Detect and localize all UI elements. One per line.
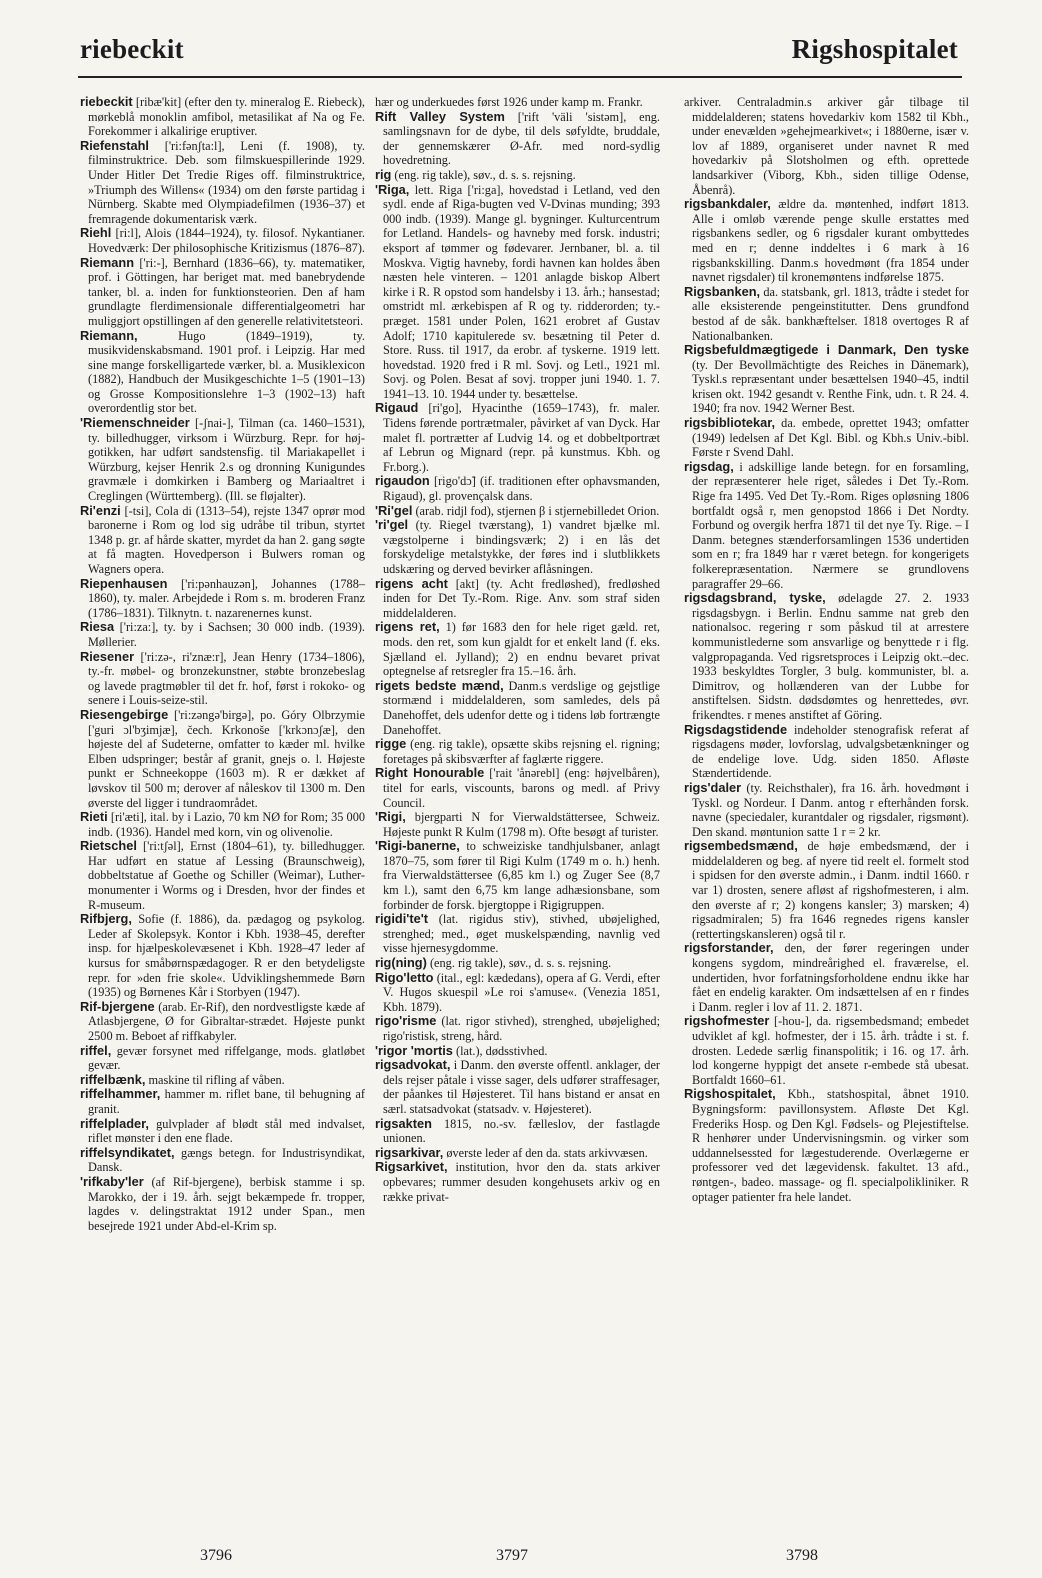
entry-text: [-hou-], da. rigsembedsmand; embedet udviklet af kgl. hofmester, der i 15. årh. trådte i st. f. drosten. Ledede særlig finanspolitik; i 16. og 17. årh. lod kongerne hyppigt det ansete r-embede stå ubesat. Bortfaldt 1660–61. — [692, 1014, 969, 1087]
dictionary-entry — [80, 912, 365, 1000]
dictionary-entry — [375, 1044, 660, 1059]
dictionary-entry — [684, 839, 969, 941]
dictionary-entry — [80, 1073, 365, 1088]
entry-text: den, der fører regeringen under kongens sygdom, mindreårighed el. fraværelse, el. undertiden, hvor forfatningsforholdene endnu ikke har fået en endelig karakter. Om indsættelsen af en r findes i Danm. regler i lov af 11. 2. 1871. — [692, 941, 969, 1014]
dictionary-entry — [80, 416, 365, 504]
entry-headword: rigidi'te't — [375, 911, 429, 927]
entry-headword: Riepenhausen — [80, 575, 168, 591]
entry-text: ['ri:pənhauzən], Johannes (1788–1860), ty. maler. Arbejdede i Rom s. m. broderen Franz (1786–1831). Tilknytn. t. nazarenernes kunst. — [88, 576, 365, 620]
entry-text: [akt] (ty. Acht fredløshed), fredløshed inden for Det Ty.-Rom. Rige. Anv. som straf siden middelalderen. — [383, 576, 661, 620]
column-1 — [80, 95, 365, 1233]
entry-headword: Riemann, — [80, 327, 138, 343]
entry-headword: Rietschel — [80, 838, 137, 854]
entry-headword: riffel, — [80, 1042, 112, 1058]
entry-headword: rigens ret, — [375, 619, 440, 635]
entry-headword: riebeckit — [80, 94, 133, 109]
entry-text: gængs betegn. for Industrisyndikat, Dansk. — [88, 1145, 365, 1175]
dictionary-entry — [375, 956, 660, 971]
dictionary-entry — [375, 401, 660, 474]
entry-text: de høje embedsmænd, der i middelalderen og beg. af nyere tid reelt el. formelt stod i spidsen for den øverste admin., i Danm. indtil 1660. r var 1) drosten, senere afløst af rigshofmesteren, i alm. den øverste af r; 2) kongens kansler; 3) marsken; 4) rigsadmiralen; 5) fra 1646 regnedes rigens kansler (rettertingskansleren) også til r. — [692, 839, 969, 941]
entry-text: ['ri:tʃəl], Ernst (1804–61), ty. billedhugger. Har udført en statue af Lessing (Braunschweig), dobbeltstatue af Goethe og Schiller (Weimar), Luther-monumenter i Worms og i Dresden, hvor der findes et R-museum. — [88, 839, 365, 912]
entry-headword: Riemann — [80, 254, 135, 270]
entry-text: [-ʃnai-], Tilman (ca. 1460–1531), ty. billedhugger, virksom i Würzburg. Repr. for høj-gotikken, har udført sandstensfig. til Mariakapellet i Würzburg, kejser Henrik 2.s og dronning Kunigundes gravmæle i domkirken i Bamberg og Mariaaltret i Creglingen (Württemberg). (Ill. se fløjalter). — [88, 416, 365, 504]
dictionary-entry — [80, 1087, 365, 1116]
entry-text: ['rift 'väli 'sistəm], eng. samlingsnavn for de dybe, til dels søfyldte, bruddale, der gennemskærer Ø-Afr. med nord-sydlig hovedretning. — [383, 109, 660, 168]
entry-headword: rigsdag, — [684, 458, 734, 474]
dictionary-entry — [375, 766, 660, 810]
entry-text: Hugo (1849–1919), ty. musikvidenskabsmand. 1901 prof. i Leipzig. Har med sine mange forskelligartede værker, bl. a. Musiklexicon (1882), Handbuch der Musikgeschichte 1–5 (1901–13) og Grosse Kompositionslehre 1–3 (1902–13) haft overordentlig stor bet. — [88, 328, 365, 416]
entry-text: ødelagde 27. 2. 1933 rigsdagsbygn. i Berlin. Endnu samme nat greb den nationalsoc. regering r som påskud til at arrestere kommunistlederne som ansvarlige og benyttede r i flg. valgpropaganda. Ved rigsretsproces i Leipzig okt.–dec. 1933 beskyldtes Torgler, 3 bulg. kommunister, bl. a. Dimitrov, og hollænderen van der Lubbe for anstiftelsen. Sidstn. dødsdømtes og henrettedes, øvr. frikendtes. r menes anstiftet af Göring. — [692, 591, 969, 722]
entry-headword: riffelhammer, — [80, 1086, 161, 1102]
dictionary-entry — [375, 679, 660, 737]
entry-text: (arab. ridjl fod), stjernen β i stjernebilledet Orion. — [412, 503, 660, 518]
entry-text: ['rait 'ånərebl] (eng: højvelbåren), titel for earls, viscounts, barons og medl. af Privy Council. — [383, 766, 660, 810]
entry-headword: riffelbænk, — [80, 1071, 146, 1087]
entry-headword: rigets bedste mænd, — [375, 677, 504, 693]
dictionary-entry — [375, 183, 660, 402]
entry-headword: Riefenstahl — [80, 137, 149, 153]
entry-headword: 'Rigi-banerne, — [375, 838, 460, 854]
entry-text: (lat.), dødsstivhed. — [452, 1043, 548, 1058]
entry-text: [ri:l], Alois (1844–1924), ty. filosof. Nykantianer. Hovedværk: Der philosophische Kritizismus (1876–87). — [88, 226, 365, 255]
entry-text: Danm.s verdslige og gejstlige stormænd i middelalderen, som samledes, dels på Danehoffet, dels udenfor dette og i tidens løb fortrængte Danehoffet. — [383, 678, 660, 737]
entry-text: ['ri:za:], ty. by i Sachsen; 30 000 indb. (1939). Møllerier. — [88, 620, 365, 649]
entry-headword: 'rifkaby'ler — [80, 1173, 144, 1189]
entry-text: (ty. Riegel tværstang), 1) vandret bjælke ml. vægstolperne i bindingsværk; 2) i en lås det forskydelige metalstykke, der føres ind i slutblikkets udskæring og derved bevirker aflåsningen. — [383, 518, 660, 576]
entry-text: (ty. Reichsthaler), fra 16. årh. hovedmønt i Tyskl. og Nordeur. I Danm. antog r efterhånden forsk. navne (speciedaler, kurantdaler og rigsdaler, rigsmønt). Den skand. møntunion satte 1 r = 2 kr. — [692, 780, 969, 839]
entry-headword: rigsembedsmænd, — [684, 838, 798, 854]
entry-text: 1) før 1683 den for hele riget gæld. ret, mods. den ret, som kun gjaldt for et enkelt land (f. eks. Sjælland el. Jylland); 2) en endnu bevaret privat optegnelse af retsregler fra 15.–16. årh. — [383, 620, 660, 679]
entry-text: hammer m. riflet bane, til behugning af granit. — [88, 1087, 365, 1116]
entry-text: bjergparti N for Vierwaldstättersee, Schweiz. Højeste punkt R Kulm (1798 m). Ofte besøgt af turister. — [383, 810, 660, 839]
entry-text: da. statsbank, grl. 1813, trådte i stedet for alle eksisterende pengeinstitutter. Dens grundfond bestod af de såk. bankhæftelser. 1818 overtoges R af Nationalbanken. — [692, 284, 969, 343]
dictionary-entry — [375, 168, 660, 183]
entry-headword: 'ri'gel — [375, 517, 409, 533]
dictionary-entry — [80, 226, 365, 255]
dictionary-entry — [80, 650, 365, 708]
entry-headword: rigsdagsbrand, tyske, — [684, 590, 826, 606]
entry-text: (af Rif-bjergene), berbisk stamme i sp. Marokko, der i 19. årh. sejgt bekæmpede fr. tropper, lagdes v. delingstraktat 1912 under Span., men besejrede 1921 under Abd-el-Krim sp. — [88, 1174, 365, 1233]
dictionary-entry — [80, 708, 365, 810]
entry-headword: Rigaud — [375, 400, 419, 416]
page-number-left: 3796 — [200, 1547, 232, 1564]
entry-text: (ital., egl: kædedans), opera af G. Verdi, efter V. Hugos skuespil »Le roi s'amuse«. (Venezia 1851, Kbh. 1879). — [383, 970, 660, 1014]
dictionary-entry — [80, 95, 365, 139]
dictionary-entry — [375, 810, 660, 839]
entry-headword: riffelsyndikatet, — [80, 1144, 175, 1160]
entry-headword: rigsforstander, — [684, 940, 774, 956]
column-2 — [375, 95, 660, 1204]
dictionary-entry — [684, 95, 969, 197]
entry-headword: Riehl — [80, 225, 112, 241]
dictionary-entry — [375, 912, 660, 956]
entry-text: i Danm. den øverste offentl. anklager, der dels rejser påtale i visse sager, dels udfører straffesager, der påankes til Højesteret. Til hans bistand er ansat en særl. statsadvokat (statsadv. v. Højesteret). — [383, 1058, 660, 1116]
entry-text: gulvplader af blødt stål med indvalset, riflet mønster i den ene flade. — [88, 1116, 365, 1146]
entry-text: ['ri:zəngə'birgə], po. Góry Olbrzymie ['guri ɔl'bʒimjæ], čech. Krkonoše ['krkɔnɔʃæ], den højeste del af Sudeterne, omfatter to kæder ml. hvilke Elben udspringer; består af granit, gnejs o. l. Højeste punkt er Schneekoppe (1603 m). R er dækket af løvskov til 500 m; derover af nåleskov til 1300 m. Den øverste del ligger i tundraområdet. — [88, 707, 365, 810]
entry-headword: Ri'enzi — [80, 502, 121, 518]
entry-headword: Rigsarkivet, — [375, 1159, 448, 1175]
entry-text: gevær forsynet med riffelgange, mods. glatløbet gevær. — [88, 1043, 365, 1073]
column-3 — [684, 95, 969, 1204]
dictionary-entry — [375, 95, 660, 110]
dictionary-entry — [375, 504, 660, 519]
entry-text: ['ri:fənʃta:l], Leni (f. 1908), ty. filminstruktrice. Deb. som filmskuespillerinde 1929. Under Hitler Det Tredie Riges off. filminstruktrice, »Triumph des Willens« (1934) om den første partidag i Nürnberg. Skabte med Olympiadefilmen (1936–37) et fremragende dokumentarisk værk. — [88, 138, 365, 226]
entry-headword: riffelplader, — [80, 1115, 149, 1131]
dictionary-entry — [684, 460, 969, 591]
entry-text: (lat. rigidus stiv), stivhed, ubøjelighed, strenghed; med., øget muskelspænding, navnlig ved visse hjernesygdomme. — [383, 912, 660, 956]
entry-headword: Riesener — [80, 648, 135, 664]
dictionary-entry — [684, 197, 969, 285]
dictionary-entry — [684, 591, 969, 722]
entry-headword: rigshofmester — [684, 1013, 770, 1029]
dictionary-entry — [80, 1000, 365, 1044]
dictionary-entry — [80, 1175, 365, 1233]
dictionary-entry — [80, 1117, 365, 1146]
entry-text: arkiver. Centraladmin.s arkiver går tilbage til middelalderen; statens hovedarkiv kom 1582 til Kbh., under enevælden »gehejmearkivet«; i 1880erne, især v. lov af 1889, organiseret under navnet R med hovedarkiv på Slotsholmen og efth. oprettede landsarkiver (Viborg, Kbh., siden tillige Odense, Åbenrå). — [684, 95, 969, 197]
entry-text: (eng. rig takle), opsætte skibs rejsning el. rigning; foretages på skibsværfter af faglærte riggere. — [383, 737, 660, 766]
dictionary-entry — [375, 1014, 660, 1043]
entry-text: da. embede, oprettet 1943; omfatter (1949) ledelsen af Det Kgl. Bibl. og Kbh.s Univ.-bibl. Første r Svend Dahl. — [692, 416, 969, 460]
header-left-guide-word: riebeckit — [80, 34, 184, 64]
entry-headword: Rigo'letto — [375, 969, 434, 985]
dictionary-entry — [80, 577, 365, 621]
dictionary-entry — [375, 1160, 660, 1204]
dictionary-entry — [375, 839, 660, 912]
entry-headword: rigaudon — [375, 473, 430, 489]
dictionary-entry — [684, 416, 969, 460]
entry-headword: Rieti — [80, 809, 108, 825]
entry-text: Kbh., statshospital, åbnet 1910. Bygningsform: pavillonsystem. Afløste Det Kgl. Frederiks Hosp. og Den Kgl. Fødsels- og Plejestiftelse. R henhører under Undervisningsmin. og virker som uddannelsessted for lægestuderende. Overlægerne er professorer ved det lægevidensk. fakultet. 13 afd., røntgen-, badeo. massage- og fl. specialpolikliniker. R optager patienter fra hele landet. — [692, 1087, 969, 1204]
dictionary-entry — [80, 504, 365, 577]
dictionary-entry — [375, 474, 660, 503]
entry-headword: Rifbjerg, — [80, 911, 132, 927]
entry-headword: 'Riga, — [375, 181, 410, 197]
entry-text: maskine til rifling af våben. — [145, 1072, 285, 1087]
entry-headword: rig(ning) — [375, 955, 427, 971]
entry-text: (arab. Er-Rif), den nordvestligste kæde af Atlasbjergene, Ø for Gibraltar-strædet. Højeste punkt 2500 m. Beboet af riffkabyler. — [88, 999, 365, 1043]
dictionary-entry — [80, 839, 365, 912]
page-number-right: 3798 — [786, 1547, 818, 1564]
dictionary-entry — [375, 1058, 660, 1116]
entry-headword: rigsadvokat, — [375, 1057, 451, 1073]
dictionary-entry — [684, 723, 969, 781]
entry-text: ['ri:zə-, ri'znæ:r], Jean Henry (1734–1806), ty.-fr. møbel- og bronzekunstner, støbte bronzebeslag og lavede pragtmøbler til det fr. hof, først i rokoko- og senere i Louis-seize-stil. — [88, 649, 365, 708]
entry-headword: Right Honourable — [375, 765, 485, 781]
dictionary-entry — [80, 1044, 365, 1073]
entry-headword: Rigsbefuldmægtigede i Danmark, Den tyske — [684, 342, 969, 358]
entry-headword: Rigshospitalet, — [684, 1086, 776, 1102]
dictionary-entry — [375, 1146, 660, 1161]
entry-text: institution, hvor den da. stats arkiver opbevares; rummer desuden kongehusets arkiv og en række privat- — [383, 1160, 660, 1204]
entry-text: lett. Riga ['ri:ga], hovedstad i Letland, ved den sydl. ende af Riga-bugten ved V-Dvinas munding; 393 000 indb. (1939). Mange gl. bygninger. Kulturcentrum for Letland. Handels- og havneby med forsk. industri; eksport af tømmer og fødevarer. Jernbaner, bl. a. til Moskva. Vigtig havneby, fordi havnen kan holdes åben næsten hele vinteren. – 1201 anlagde biskop Albert kirke i R. R opstod som handelsby i 13. årh.; hansestad; omstridt ml. ærkebispen af R og ty. ridderorden; ty.-præget. 1581 under Polen, 1621 erobret af Gustav Adolf; 1710 kapitulerede sv. besætning til Peter d. Store. Russ. til 1917, da erobr. af tyskerne. 1919 lett. hovedstad. 1920 fred i R ml. Sovj. og Letl., 1921 ml. Sovj. og Polen. Besat af sovj. tropper juni 1940. 1. 7. 1941–13. 10. 1944 under ty. besættelse. — [383, 182, 660, 401]
entry-text: ældre da. møntenhed, indført 1813. Alle i omløb værende penge skulle erstattes med rigsbankens sedler, og 6 rigsdaler kurant ombyttedes med en r; denne inddeltes i 6 mark à 16 rigsbankskilling. Danm.s hovedmønt (fra 1854 under navnet rigsdaler) til kronemøntens indførelse 1875. — [692, 197, 969, 285]
dictionary-entry — [80, 810, 365, 839]
entry-text: Sofie (f. 1886), da. pædagog og psykolog. Leder af Skolepsyk. Kontor i Kbh. 1938–45, derefter insp. for hjælpeskolevæsenet i Kbh. 1928–47 leder af kursus for småbørnspædagoger. R er den betydeligste repr. for »den frie skole«. Udviklingshemmede Børn (1935) og Børnenes Kår i Storbyen (1947). — [88, 912, 365, 1000]
dictionary-entry — [684, 285, 969, 343]
entry-text: (ty. Der Bevollmächtigte des Reiches in Dänemark), Tyskl.s repræsentant under besættelsen 1940–45, indtil krisen okt. 1942 gesandt v. Renthe Fink, udn. t. R 24. 4. 1940; fra nov. 1942 Werner Best. — [692, 357, 969, 416]
entry-headword: rigge — [375, 736, 407, 752]
entry-headword: rigs'daler — [684, 779, 742, 795]
dictionary-entry — [80, 139, 365, 227]
entry-text: [ribæ'kit] (efter den ty. mineralog E. Riebeck), mørkeblå monoklin amfibol, metasilikat af Na og Fe. Forekommer i alkalirige eruptiver. — [88, 95, 365, 139]
dictionary-entry — [684, 781, 969, 839]
header-right-guide-word: Rigshospitalet — [791, 34, 958, 64]
entry-headword: Rigsdagstidende — [684, 721, 788, 737]
dictionary-entry — [80, 256, 365, 329]
page-number-middle: 3797 — [496, 1547, 528, 1564]
dictionary-entry — [80, 1146, 365, 1175]
dictionary-entry — [375, 110, 660, 168]
dictionary-entry — [375, 737, 660, 766]
entry-headword: rigsbibliotekar, — [684, 415, 776, 431]
entry-headword: rigsarkivar, — [375, 1144, 444, 1160]
entry-text: 1815, no.-sv. fælleslov, der fastlagde unionen. — [383, 1116, 660, 1146]
entry-headword: Rif-bjergene — [80, 998, 155, 1014]
dictionary-entry — [375, 1117, 660, 1146]
entry-headword: Riesa — [80, 619, 115, 635]
dictionary-entry — [375, 577, 660, 621]
entry-headword: 'Riemenschneider — [80, 415, 190, 431]
entry-headword: rigsakten — [375, 1115, 432, 1131]
entry-text: [ri'æti], ital. by i Lazio, 70 km NØ for Rom; 35 000 indb. (1936). Handel med korn, vin og olivenolie. — [88, 810, 365, 839]
entry-headword: 'rigor 'mortis — [375, 1042, 453, 1058]
entry-text: [rigo'dɔ̃] (if. traditionen efter ophavsmanden, Rigaud), gl. provençalsk dans. — [383, 474, 660, 504]
entry-text: [-tsi], Cola di (1313–54), rejste 1347 oprør mod baronerne i Rom og lod sig udråbe til tribun, styrtet 1348 p. gr. af hårde skatter, myrdet da han 2. gang søgte at få magten. Hovedperson i Bulwers roman og Wagners opera. — [88, 503, 365, 576]
dictionary-entry — [684, 343, 969, 416]
dictionary-entry — [375, 971, 660, 1015]
entry-text: to schweiziske tandhjulsbaner, anlagt 1870–75, som fører til Rigi Kulm (1749 m o. h.) henh. fra Vierwaldstättersee (6,85 km l.) og Zuger See (8,7 km l.), samt den 6,75 km lange adhæsionsbane, som forbinder de forsk. bjergtoppe i Rigigruppen. — [383, 839, 660, 912]
entry-text: (eng. rig takle), søv., d. s. s. rejsning. — [426, 956, 612, 971]
dictionary-entry — [80, 620, 365, 649]
dictionary-entry — [684, 1087, 969, 1204]
entry-headword: rigo'risme — [375, 1013, 437, 1029]
entry-headword: Riesengebirge — [80, 706, 169, 722]
entry-headword: rigsbankdaler, — [684, 196, 771, 212]
entry-text: hær og underkuedes først 1926 under kamp m. Frankr. — [375, 95, 643, 109]
dictionary-entry — [684, 941, 969, 1014]
entry-headword: 'Ri'gel — [375, 502, 413, 518]
entry-headword: Rift Valley System — [375, 108, 505, 124]
dictionary-entry — [375, 620, 660, 678]
entry-headword: Rigsbanken, — [684, 283, 761, 299]
entry-headword: rig — [375, 166, 392, 182]
dictionary-entry — [375, 518, 660, 576]
entry-headword: rigens acht — [375, 575, 448, 591]
entry-text: indeholder stenografisk referat af rigsdagens møder, lovforslag, udvalgsbetænkninger og de endelige love. Udg. siden 1850. Afløste Stændertidende. — [692, 722, 969, 781]
entry-text: (eng. rig takle), søv., d. s. s. rejsning. — [391, 167, 576, 182]
entry-headword: 'Rigi, — [375, 809, 406, 825]
dictionary-entry — [80, 329, 365, 417]
entry-text: [ri'go], Hyacinthe (1659–1743), fr. maler. Tidens førende portrætmaler, påvirket af van Dyck. Har malet fl. portrætter af Ludvig 14. og et dobbeltportræt af Lebrun og Mignard (repr. på kunstmus. Kbh. og Fr.borg.). — [383, 401, 660, 474]
dictionary-entry — [684, 1014, 969, 1087]
entry-text: (lat. rigor stivhed), strenghed, ubøjelighed; rigo'ristisk, streng, hård. — [383, 1014, 660, 1043]
entry-text: i adskillige lande betegn. for en forsamling, der repræsenterer hele riget, således i Det Ty.-Rom. Rige fra 1495. Ved Det Ty.-Rom. Riges opløsning 1806 bortfaldt også r, men genopstod 1866 i Det Nordty. Forbund og overgik herfra 1871 til det nye Ty. Rige. – I Danm. betegnes stænderforsamlingen 1536 undertiden som en r; fra 1849 har r været betegn. for kongerigets folkerepræsentation. Nærmere se grundlovens paragraffer 29–66. — [692, 459, 969, 591]
entry-text: ['ri:-], Bernhard (1836–66), ty. matematiker, prof. i Göttingen, har beriget mat. med banebrydende tanker, bl. a. inden for funktionsteorien. Den af ham grundlagte flerdimensionale differentialgeometri har muliggjort opstillingen af den generelle relativitetsteori. — [88, 255, 365, 328]
header-rule — [78, 76, 962, 78]
entry-text: øverste leder af den da. stats arkivvæsen. — [443, 1145, 648, 1160]
